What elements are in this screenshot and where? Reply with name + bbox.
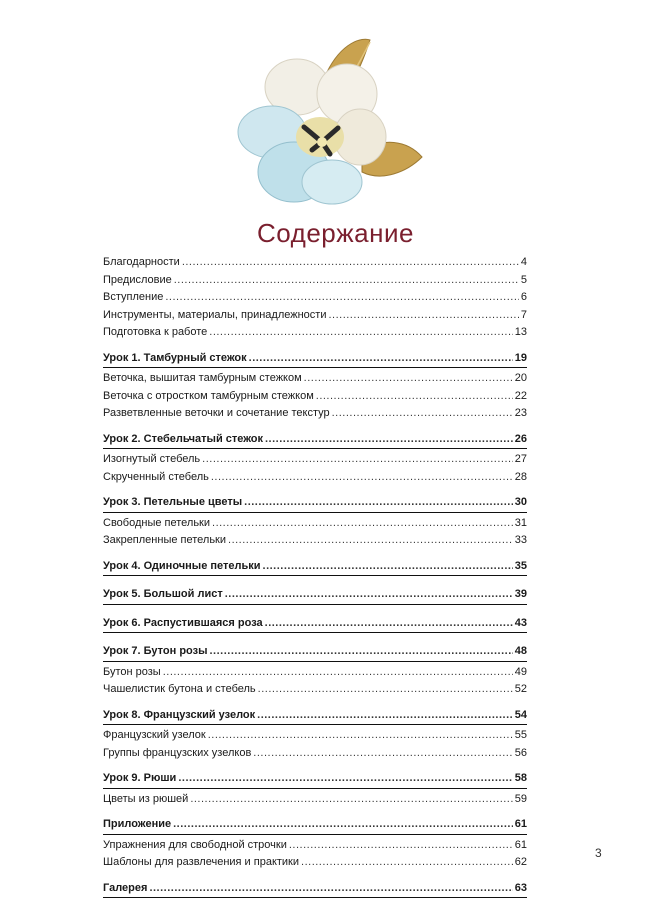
toc-entry-page: 30 [514, 496, 527, 508]
toc-entry [103, 707, 527, 726]
toc-entry-label: Урок 2. Стебельчатый стежок [103, 432, 263, 445]
toc-entry [103, 388, 527, 406]
toc-entry-page: 22 [514, 389, 527, 402]
toc-entry-label: Французский узелок [103, 729, 206, 741]
toc-entry [103, 515, 527, 533]
toc-entry [103, 431, 527, 450]
toc-entry-label: Закрепленные петельки [103, 534, 227, 546]
toc-entry [103, 469, 527, 487]
toc-leader-dots [328, 307, 518, 325]
toc-entry [103, 324, 527, 342]
toc-entry-page: 26 [514, 432, 527, 445]
toc-entry [103, 880, 527, 899]
toc-entry [103, 770, 527, 789]
toc-entry-page: 4 [520, 256, 527, 268]
toc-entry-page: 19 [514, 351, 527, 364]
toc-entry-label: Урок 6. Распустившаяся роза [103, 616, 263, 629]
toc-entry-label: Урок 5. Большой лист [103, 588, 223, 600]
toc-entry-label: Изогнутый стебель [103, 453, 201, 465]
toc-leader-dots [202, 451, 513, 469]
toc-entry [103, 745, 527, 763]
toc-entry-label: Разветвленные веточки и сочетание текстур [103, 407, 330, 419]
toc-leader-dots [190, 791, 512, 809]
ribbon-flower-illustration [232, 32, 432, 212]
toc-entry-page: 43 [514, 616, 527, 629]
toc-leader-dots [332, 405, 513, 423]
toc-leader-dots [163, 664, 513, 682]
toc-entry [103, 350, 527, 369]
toc-entry-label: Свободные петельки [103, 516, 211, 529]
toc-entry-page: 56 [514, 746, 527, 759]
toc-leader-dots [265, 615, 513, 633]
toc-leader-dots [263, 558, 513, 576]
toc-entry [103, 837, 527, 855]
toc-entry-page: 62 [514, 856, 527, 868]
toc-leader-dots [212, 515, 513, 533]
toc-entry [103, 494, 527, 513]
toc-entry-label: Урок 7. Бутон розы [103, 645, 208, 657]
toc-entry [103, 643, 527, 662]
toc-leader-dots [249, 350, 513, 368]
toc-entry [103, 532, 527, 550]
toc-entry-page: 6 [520, 291, 527, 303]
toc-entry-page: 35 [514, 559, 527, 572]
table-of-contents [103, 254, 527, 900]
toc-entry [103, 558, 527, 577]
toc-entry-page: 5 [520, 273, 527, 286]
toc-entry-page: 23 [514, 407, 527, 419]
toc-leader-dots [209, 643, 512, 661]
toc-leader-dots [174, 272, 519, 290]
toc-entry [103, 307, 527, 325]
toc-entry-label: Урок 3. Петельные цветы [103, 496, 243, 508]
toc-leader-dots [304, 370, 513, 388]
toc-leader-dots [301, 854, 513, 872]
toc-leader-dots [257, 707, 513, 725]
toc-leader-dots [208, 727, 513, 745]
toc-entry [103, 405, 527, 423]
toc-entry-page: 52 [514, 683, 527, 695]
toc-leader-dots [316, 388, 513, 406]
toc-entry-label: Предисловие [103, 273, 172, 286]
toc-entry [103, 727, 527, 745]
toc-leader-dots [165, 289, 519, 307]
toc-leader-dots [209, 324, 512, 342]
toc-entry-label: Чашелистик бутона и стебель [103, 683, 256, 695]
toc-entry [103, 664, 527, 682]
toc-entry [103, 615, 527, 634]
toc-entry [103, 791, 527, 809]
toc-entry-label: Урок 4. Одиночные петельки [103, 559, 261, 572]
toc-entry-page: 55 [514, 729, 527, 741]
toc-entry-label: Веточка, вышитая тамбурным стежком [103, 372, 302, 384]
toc-entry [103, 370, 527, 388]
toc-entry-page: 20 [514, 372, 527, 384]
toc-entry [103, 854, 527, 872]
toc-leader-dots [211, 469, 513, 487]
toc-leader-dots [258, 681, 513, 699]
toc-leader-dots [178, 770, 512, 788]
toc-entry-page: 61 [514, 838, 527, 851]
toc-entry-page: 49 [514, 665, 527, 678]
toc-leader-dots [265, 431, 513, 449]
toc-entry-page: 63 [514, 881, 527, 894]
toc-entry [103, 586, 527, 605]
toc-entry-page: 58 [514, 772, 527, 784]
toc-entry-label: Галерея [103, 881, 148, 894]
toc-entry-label: Веточка с отростком тамбурным стежком [103, 389, 314, 402]
toc-leader-dots [289, 837, 513, 855]
toc-entry [103, 289, 527, 307]
toc-entry-page: 7 [520, 308, 527, 321]
toc-leader-dots [225, 586, 513, 604]
toc-entry-page: 48 [514, 645, 527, 657]
toc-entry-label: Цветы из рюшей [103, 792, 189, 805]
toc-leader-dots [244, 494, 513, 512]
toc-entry-page: 54 [514, 708, 527, 721]
toc-leader-dots [253, 745, 512, 763]
toc-entry [103, 816, 527, 835]
toc-entry-page: 59 [514, 792, 527, 805]
toc-entry-label: Инструменты, материалы, принадлежности [103, 308, 327, 321]
toc-entry-page: 39 [514, 588, 527, 600]
toc-entry-page: 31 [514, 516, 527, 529]
toc-entry-label: Скрученный стебель [103, 470, 209, 483]
toc-entry-label: Подготовка к работе [103, 326, 208, 338]
toc-entry-page: 33 [514, 534, 527, 546]
toc-entry-label: Бутон розы [103, 665, 161, 678]
toc-entry-label: Благодарности [103, 256, 180, 268]
toc-entry-page: 13 [514, 326, 527, 338]
toc-leader-dots [173, 816, 513, 834]
toc-entry-label: Упражнения для свободной строчки [103, 838, 287, 851]
toc-entry-label: Урок 1. Тамбурный стежок [103, 351, 247, 364]
toc-entry-page: 61 [514, 818, 527, 830]
toc-entry-page: 27 [514, 453, 527, 465]
toc-leader-dots [182, 254, 519, 272]
page-number: 3 [595, 846, 602, 860]
toc-leader-dots [228, 532, 513, 550]
toc-entry-page: 28 [514, 470, 527, 483]
toc-entry-label: Вступление [103, 291, 164, 303]
toc-entry [103, 681, 527, 699]
toc-entry [103, 254, 527, 272]
toc-entry [103, 451, 527, 469]
toc-entry-label: Шаблоны для развлечения и практики [103, 856, 300, 868]
toc-entry [103, 272, 527, 290]
toc-entry-label: Группы французских узелков [103, 746, 252, 759]
toc-entry-label: Урок 9. Рюши [103, 772, 177, 784]
toc-entry-label: Урок 8. Французский узелок [103, 708, 256, 721]
page-title: Содержание [257, 218, 414, 248]
toc-entry-label: Приложение [103, 818, 172, 830]
toc-leader-dots [149, 880, 512, 898]
